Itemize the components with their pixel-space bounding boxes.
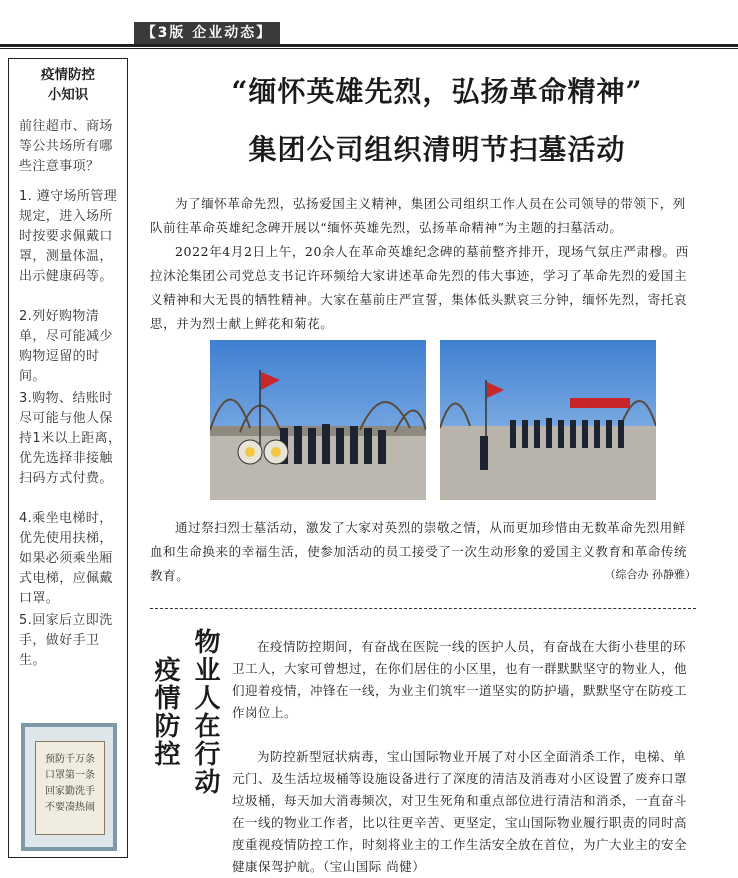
sidebar-question: 前往超市、商场等公共场所有哪些注意事项？ xyxy=(19,119,113,174)
prevention-sign-image xyxy=(21,723,117,851)
header-rule-thin xyxy=(0,48,738,49)
article-credit: （综合办 孙静雅） xyxy=(604,568,696,581)
ceremony-photo-left xyxy=(210,340,426,500)
sign-line-4: 不要凑热闹 xyxy=(45,802,95,813)
article2-paragraph-2: 为防控新型冠状病毒，宝山国际物业开展了对小区全面消杀工作，电梯、单元门、及生活垃圾桶等设施设备进行了深度的清洁及消毒对小区设置了废弃口罩垃圾桶，每天加大消毒频次，对卫生死角和重点部位进行清洁和消杀，一直奋斗在一线的物业工作者，比以往更辛苦、更坚定，宝山国际物业履行职责的同时高度重视疫情防控工作，时刻将业主的工作生活安全放在首位，为广大业主的安全健康保驾护航。（宝山国际 尚健） xyxy=(232,749,688,874)
article-paragraph-2: 2022年4月2日上午，20余人在革命英雄纪念碑的墓前整齐排开，现场气氛庄严肃穆。西拉沐沦集团公司党总支书记许环频给大家讲述革命先烈的伟大事迹，学习了革命先烈的爱国主义精神和大无畏的牺牲精神。大家在墓前庄严宣誓，集体低头默哀三分钟，缅怀先烈，寄托哀思，并为烈士献上鲜花和菊花。 xyxy=(150,244,689,331)
sidebar-tips xyxy=(8,58,128,858)
vertical-title-col2: 疫情防控 xyxy=(150,656,180,768)
ceremony-photo-right xyxy=(440,340,656,500)
sign-line-1: 预防千万条 xyxy=(45,754,95,765)
article-title-line1: “缅怀英雄先烈，弘扬革命精神” xyxy=(231,75,643,108)
sidebar-tip-3: 3.购物、结账时尽可能与他人保持1米以上距离，优先选择非接触扫码方式付费。 xyxy=(19,391,122,486)
ceremony-photo-icon xyxy=(440,340,656,500)
article-paragraph-1: 为了缅怀革命先烈，弘扬爱国主义精神，集团公司组织工作人员在公司领导的带领下，列队前往革命英雄纪念碑开展以“缅怀英雄先烈，弘扬革命精神”为主题的扫墓活动。 xyxy=(150,196,686,235)
article-title-line2: 集团公司组织清明节扫墓活动 xyxy=(248,133,626,166)
sign-line-2: 口罩第一条 xyxy=(45,770,95,781)
sidebar-tip-5: 5.回家后立即洗手，做好手卫生。 xyxy=(19,613,113,668)
sidebar-title-line2: 小知识 xyxy=(47,87,89,103)
sidebar-tip-2: 2.列好购物清单，尽可能减少购物逗留的时间。 xyxy=(19,309,113,384)
sidebar-title-line1: 疫情防控 xyxy=(41,67,95,83)
ceremony-photo-icon xyxy=(210,340,426,500)
sidebar-title xyxy=(9,65,127,105)
header-rule xyxy=(0,44,738,47)
sidebar-tip-4: 4.乘坐电梯时，优先使用扶梯，如果必须乘坐厢式电梯，应佩戴口罩。 xyxy=(19,511,113,606)
prevention-sign-board xyxy=(35,741,105,835)
vertical-title-col1: 物业人在行动 xyxy=(190,628,220,796)
article2-paragraph-1: 在疫情防控期间，有奋战在医院一线的医护人员，有奋战在大街小巷里的环卫工人，大家可曾想过，在你们居住的小区里，也有一群默默坚守的物业人，他们迎着疫情，冲锋在一线，为业主们筑牢一道坚实的防护墙，默默坚守在防疫工作岗位上。 xyxy=(232,639,688,720)
article-paragraph-3: 通过祭扫烈士墓活动，激发了大家对英烈的崇敬之情，从而更加珍惜由无数革命先烈用鲜血和生命换来的幸福生活，使参加活动的员工接受了一次生动形象的爱国主义教育和革命传统教育。 xyxy=(150,520,688,583)
sidebar-tip-1: 1. 遵守场所管理规定，进入场所时按要求佩戴口罩，测量体温，出示健康码等。 xyxy=(19,189,118,284)
sign-line-3: 回家勤洗手 xyxy=(45,786,95,797)
section-divider xyxy=(150,608,696,609)
section-tab: 【3版 企业动态】 xyxy=(134,22,280,44)
